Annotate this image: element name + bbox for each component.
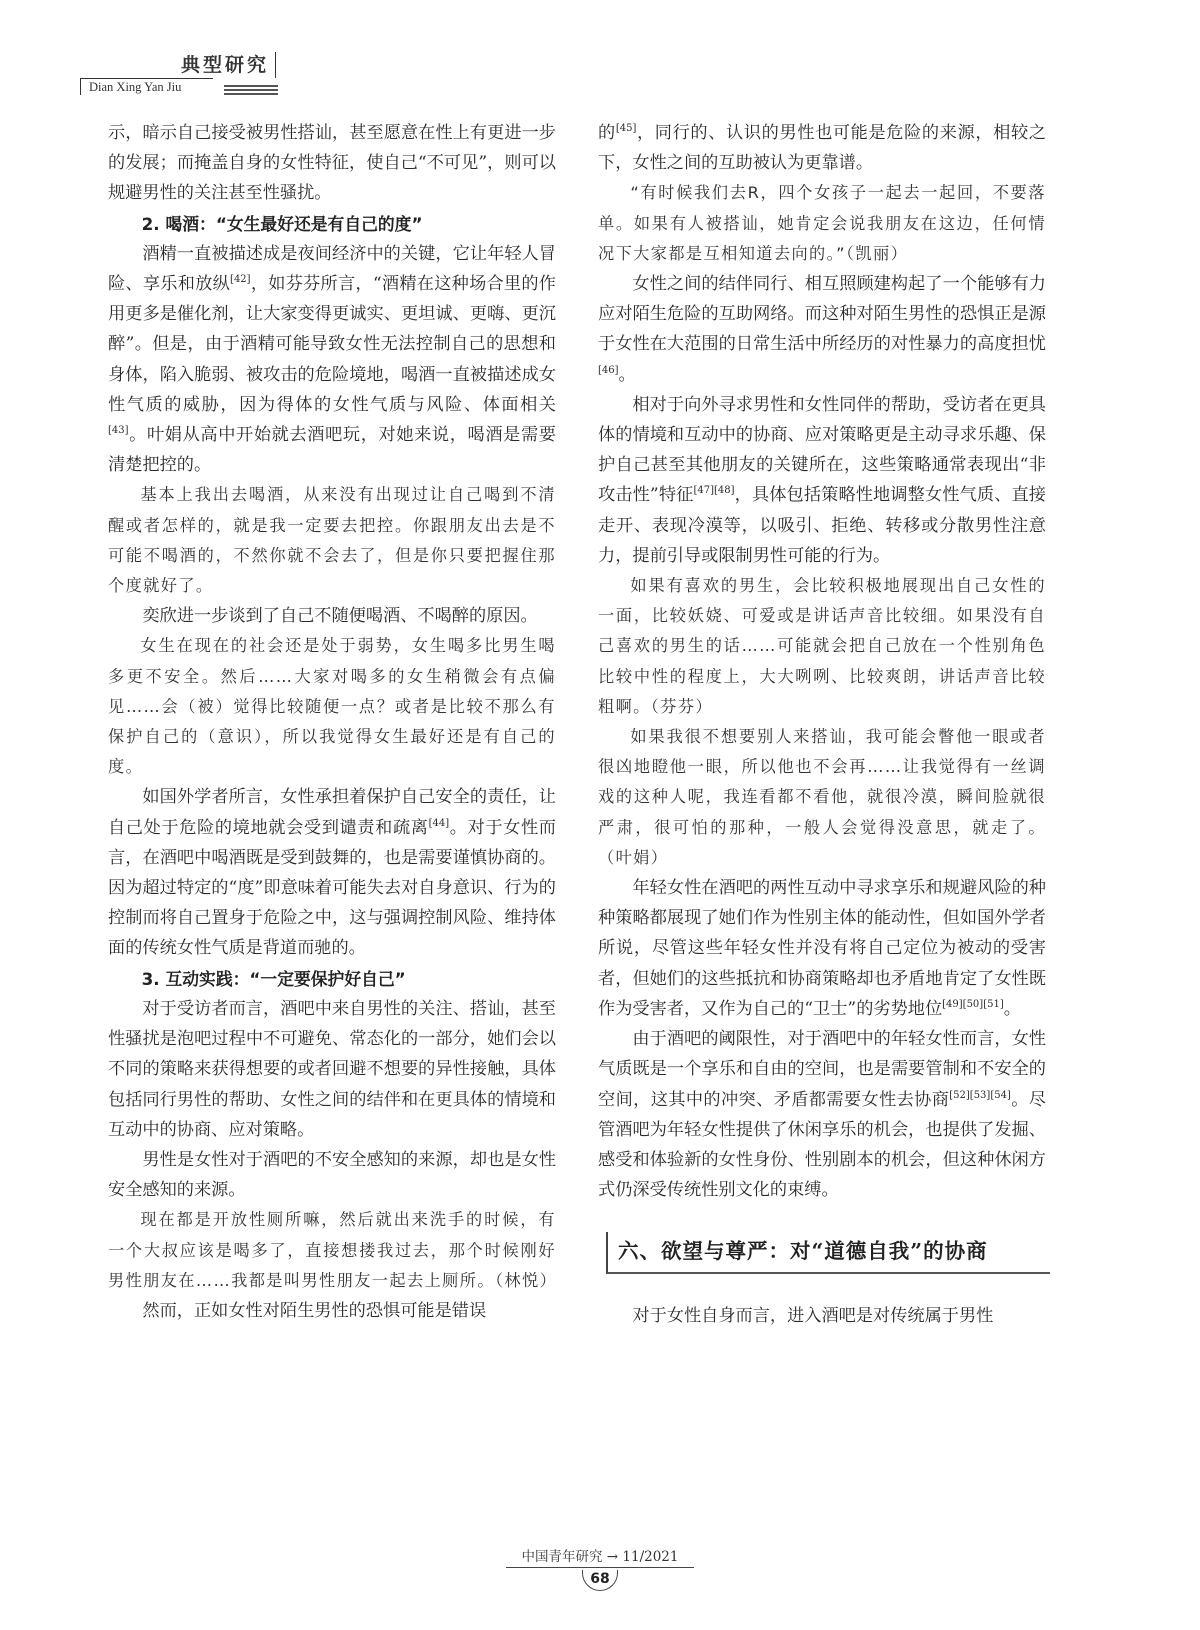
- paragraph: 由于酒吧的阈限性，对于酒吧中的年轻女性而言，女性气质既是一个享乐和自由的空间，也是需要管制和不安全的空间，这其中的冲突、矛盾都需要女性去协商[52][53][54]。尽管酒吧为年轻女性提供了休闲享乐的机会，也提供了发掘、感受和体验新的女性身份、性别剧本的机会，但这种休闲方式仍深受传统性别文化的束缚。: [598, 1029, 1046, 1201]
- citation-ref: [47][48]: [693, 485, 735, 497]
- page-number: 68: [582, 1570, 618, 1591]
- header-rule: [224, 89, 278, 91]
- paragraph: 相对于向外寻求男性和女性同伴的帮助，受访者在更具体的情境和互动中的协商、应对策略更是主动寻求乐趣、保护自己甚至其他朋友的关键所在，这些策略通常表现出“非攻击性”特征[47][48]，具体包括策略性地调整女性气质、直接走开、表现冷漠等，以吸引、拒绝、转移或分散男性注意力，提前引导或限制男性可能的行为。: [598, 394, 1046, 566]
- subsection-heading-drinking: 2. 喝酒：“女生最好还是有自己的度”: [141, 213, 423, 234]
- paragraph: 对于受访者而言，酒吧中来自男性的关注、搭讪，甚至性骚扰是泡吧过程中不可避免、常态化的一部分，她们会以不同的策略来获得想要的或者回避不想要的异性接触，具体包括同行男性的帮助、女性之间的结伴和在更具体的情境和互动中的协商、应对策略。: [108, 998, 556, 1140]
- page-footer: [506, 1548, 694, 1591]
- left-column: [108, 118, 556, 1326]
- paragraph: 男性是女性对于酒吧的不安全感知的来源，却也是女性安全感知的来源。: [108, 1149, 556, 1201]
- citation-ref: [52][53][54]: [949, 1089, 1011, 1101]
- citation-ref: [44]: [428, 817, 450, 829]
- paragraph: 女性之间的结伴同行、相互照顾建构起了一个能够有力应对陌生危险的互助网络。而这种对陌生男性的恐惧正是源于女性在大范围的日常生活中所经历的对性暴力的高度担忧[46]。: [598, 274, 1046, 385]
- interview-quote: 现在都是开放性厕所嘛，然后就出来洗手的时候，有一个大叔应该是喝多了，直接想搂我过去，那个时候刚好男性朋友在……我都是叫男性朋友一起去上厕所。（林悦）: [108, 1210, 558, 1290]
- citation-ref: [45]: [615, 123, 637, 134]
- header-rule: [224, 85, 278, 87]
- paragraph: 示，暗示自己接受被男性搭讪，甚至愿意在性上有更进一步的发展；而掩盖自身的女性特征，使自己“不可见”，则可以规避男性的关注甚至性骚扰。: [108, 123, 556, 204]
- journal-issue: 中国青年研究 → 11/2021: [506, 1548, 694, 1568]
- paragraph: 然而，正如女性对陌生男性的恐惧可能是错误: [142, 1300, 487, 1321]
- citation-ref: [46]: [598, 364, 619, 376]
- paragraph: 酒精一直被描述成是夜间经济中的关键，它让年轻人冒险、享乐和放纵[42]，如芬芬所言，“酒精在这种场合里的作用更多是催化剂，让大家变得更诚实、更坦诚、更嗨、更沉醉”。但是，由于酒精可能导致女性无法控制自己的思想和身体，陷入脆弱、被攻击的危险境地，喝酒一直被描述成女性气质的威胁，因为得体的女性气质与风险、体面相关[43]。叶娟从高中开始就去酒吧玩，对她来说，喝酒是需要清楚把控的。: [108, 243, 556, 476]
- interview-quote: 如果我很不想要别人来搭讪，我可能会瞥他一眼或者很凶地瞪他一眼，所以他也不会再……让我觉得有一丝调戏的这种人呢，我连看都不看他，就很冷漠，瞬间脸就很严肃，很可怕的那种，一般人会觉得没意思，就走了。（叶娟）: [598, 727, 1046, 867]
- paragraph: 年轻女性在酒吧的两性互动中寻求享乐和规避风险的种种策略都展现了她们作为性别主体的能动性，但如国外学者所说，尽管这些年轻女性并没有将自己定位为被动的受害者，但她们的这些抵抗和协商策略却也矛盾地肯定了女性既作为受害者，又作为自己的“卫士”的劣势地位[49][50][51]。: [598, 878, 1046, 1019]
- interview-quote: 女生在现在的社会还是处于弱势，女生喝多比男生喝多更不安全。然后……大家对喝多的女生稍微会有点偏见……会（被）觉得比较随便一点？或者是比较不那么有保护自己的（意识），所以我觉得女生最好还是有自己的度。: [108, 636, 556, 777]
- interview-quote: 如果有喜欢的男生，会比较积极地展现出自己女性的一面，比较妖娆、可爱或是讲话声音比较细。如果没有自己喜欢的男生的话……可能就会把自己放在一个性别角色比较中性的程度上，大大咧咧、比较爽朗，讲话声音比较粗啊。（芬芬）: [598, 576, 1046, 716]
- right-column: [598, 118, 1046, 1332]
- citation-ref: [49][50][51]: [942, 998, 1004, 1010]
- header-rule: [224, 93, 278, 95]
- paragraph: 奕欣进一步谈到了自己不随便喝酒、不喝醉的原因。: [142, 606, 538, 627]
- subsection-heading-interaction: 3. 互动实践：“一定要保护好自己”: [141, 968, 406, 989]
- interview-quote: 基本上我出去喝酒，从来没有出现过让自己喝到不清醒或者怎样的，就是我一定要去把控。你跟朋友出去是不可能不喝酒的，不然你就不会去了，但是你只要把握住那个度就好了。: [108, 485, 556, 596]
- citation-ref: [42]: [230, 274, 251, 286]
- section-heading-six: 六、欲望与尊严：对“道德自我”的协商: [606, 1232, 1050, 1274]
- paragraph: 的[45]，同行的、认识的男性也可能是危险的来源，相较之下，女性之间的互助被认为更靠谱。: [598, 123, 1046, 174]
- paragraph: 如国外学者所言，女性承担着保护自己安全的责任，让自己处于危险的境地就会受到谴责和疏离[44]。对于女性而言，在酒吧中喝酒既是受到鼓舞的，也是需要谨慎协商的。因为超过特定的“度”即意味着可能失去对自身意识、行为的控制而将自己置身于危险之中，这与强调控制风险、维持体面的传统女性气质是背道而驰的。: [108, 787, 556, 959]
- citation-ref: [43]: [108, 425, 129, 437]
- running-header: [80, 52, 280, 98]
- paragraph: 对于女性自身而言，进入酒吧是对传统属于男性: [632, 1306, 994, 1327]
- section-title-chinese: 典型研究: [181, 52, 276, 78]
- section-title-pinyin: Dian Xing Yan Jiu: [80, 78, 213, 95]
- interview-quote: “有时候我们去R，四个女孩子一起去一起回，不要落单。如果有人被搭讪，她肯定会说我朋友在这边，任何情况下大家都是互相知道去向的。”（凯丽）: [598, 183, 1046, 263]
